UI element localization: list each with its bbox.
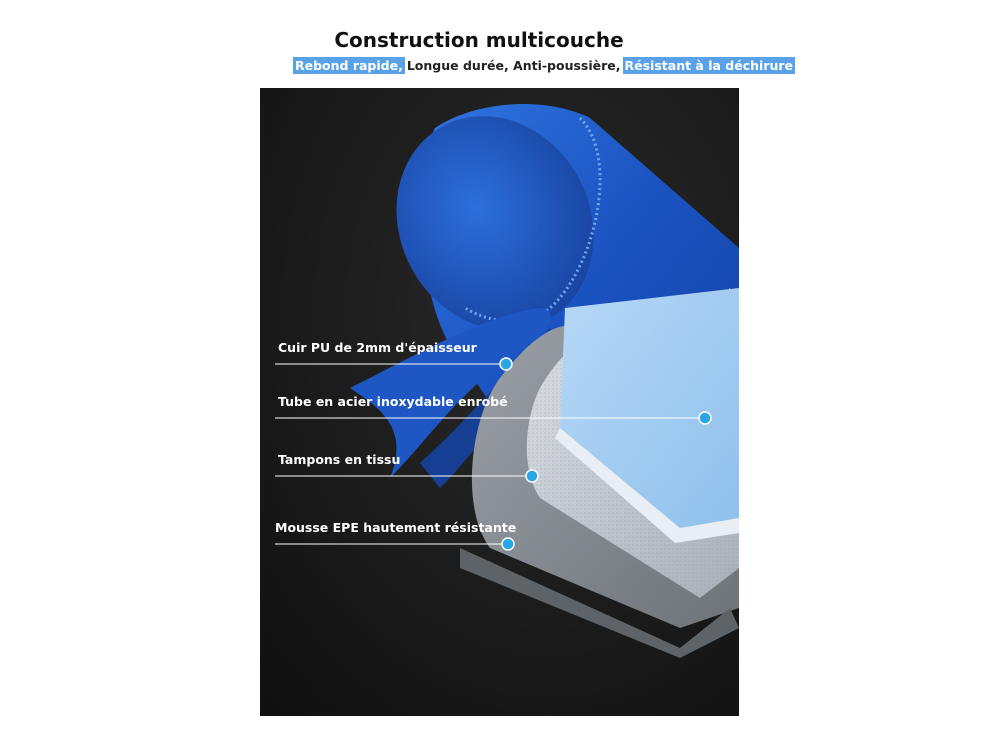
feature-durability: Longue durée, Anti-poussière,: [406, 58, 621, 73]
callout-dot-1: [500, 358, 512, 370]
callout-dot-4: [502, 538, 514, 550]
layer-label-leather: Cuir PU de 2mm d'épaisseur: [278, 340, 477, 355]
page-title: Construction multicouche: [334, 28, 624, 52]
callout-dot-3: [526, 470, 538, 482]
layer-label-steel-tube: Tube en acier inoxydable enrobé: [278, 394, 508, 409]
callout-dot-2: [699, 412, 711, 424]
feature-line: [293, 58, 795, 73]
feature-rebound: Rebond rapide,: [295, 58, 403, 73]
feature-tear-resistant: Résistant à la déchirure: [624, 58, 794, 73]
layer-label-foam: Mousse EPE hautement résistante: [275, 520, 517, 535]
product-illustration: [260, 88, 739, 716]
layer-label-fabric: Tampons en tissu: [278, 452, 401, 467]
